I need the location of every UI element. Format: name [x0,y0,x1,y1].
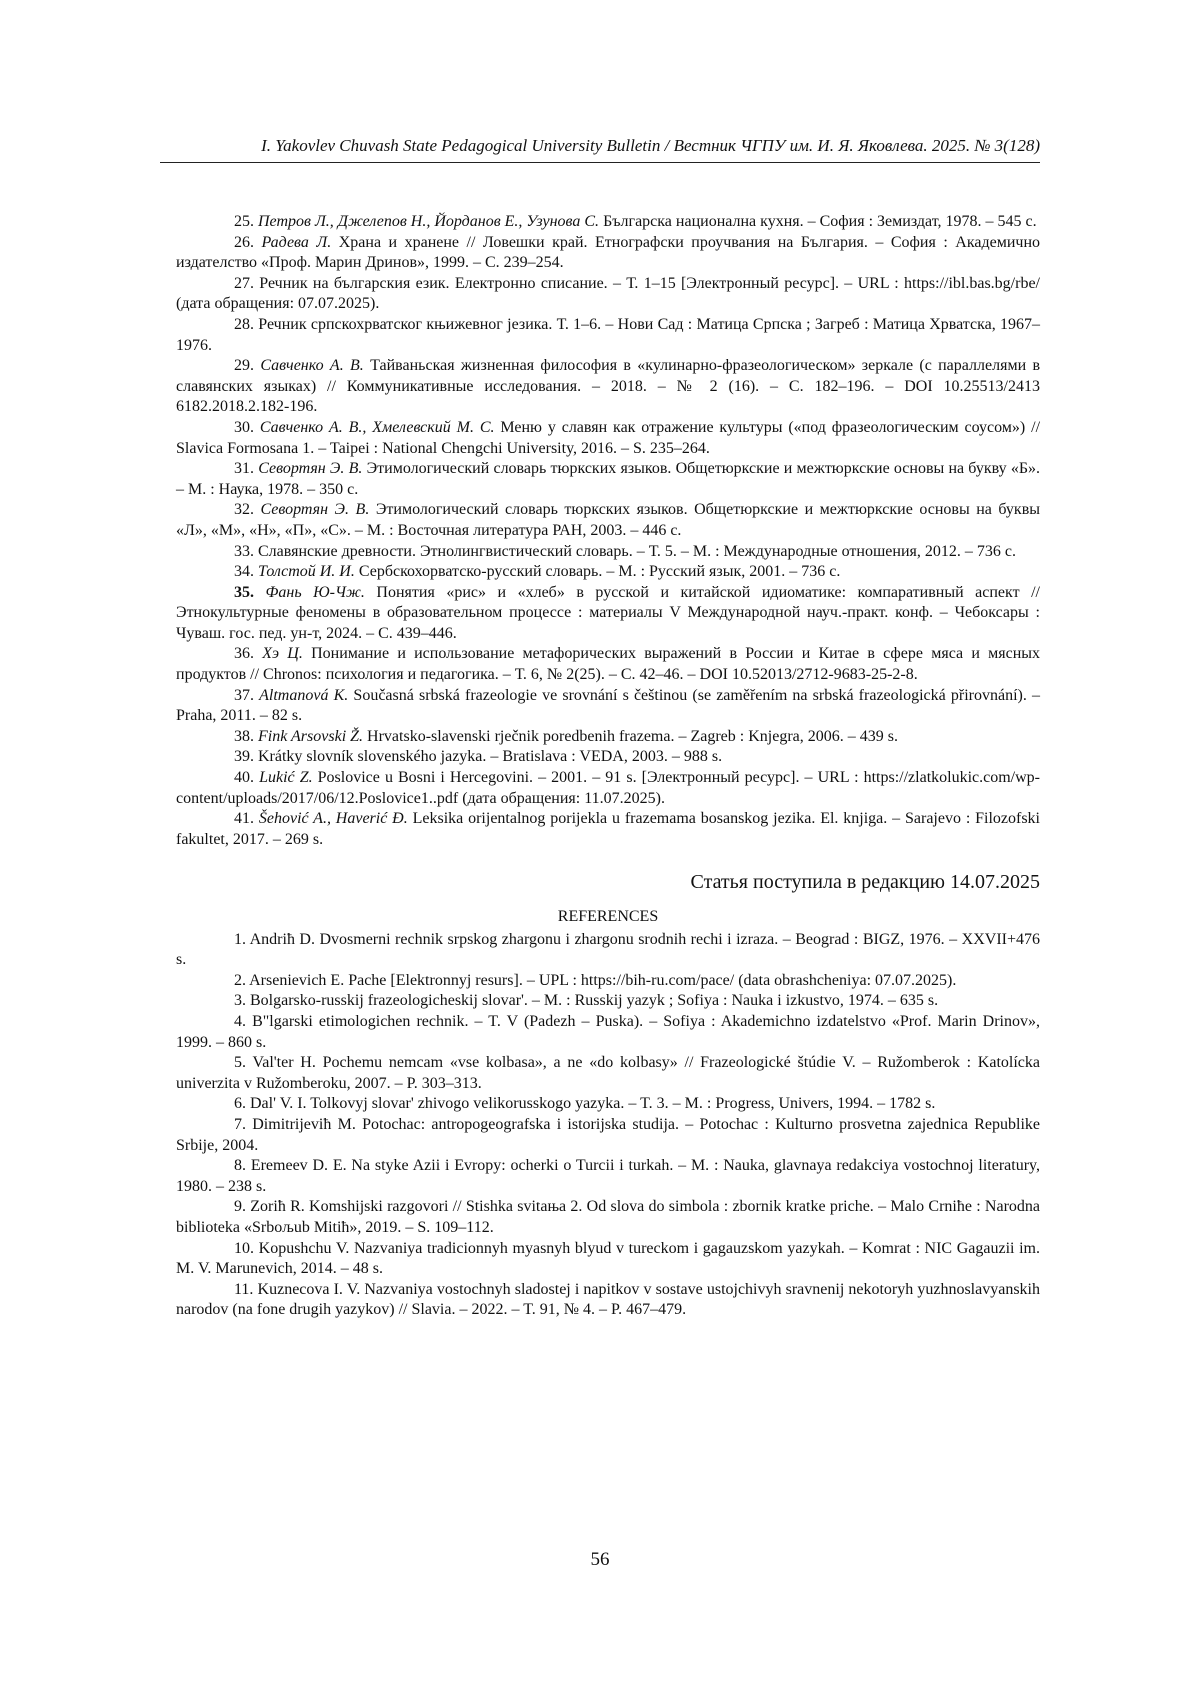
entry-number: 9. [234,1198,246,1216]
entry-text: Сербскохорватско-русский словарь. – М. : Русский язык, 2001. – 736 с. [354,563,841,581]
entry-text: Dimitrijeviħ M. Potochac: antropogeografska i istorijska studija. – Potochac : Kulturno prosvetna zajednica Republike Srbije, 2004. [176,1115,1040,1154]
entry-number: 11. [234,1280,254,1298]
entry-authors: Севортян Э. В. [258,460,363,478]
entry-text: Hrvatsko-slavenski rječnik poredbenih frazema. – Zagreb : Knjegra, 2006. – 439 s. [363,727,898,745]
entry-text: Arsenievich E. Pache [Elektronnyj resurs]. – UPL : https://bih-ru.com/pace/ (data obrashcheniya: 07.07.2025). [249,971,957,989]
entry-text: B"lgarski etimologichen rechnik. – T. V (Padezh – Puska). – Sofiya : Akademichno izdatelstvo «Prof. Marin Drinov», 1999. – 860 s. [176,1012,1041,1051]
bibliography-entry [176,459,1040,500]
reference-entry [176,991,1040,1012]
bibliography-entry [176,418,1040,459]
bibliography-entry [176,686,1040,727]
entry-number: 6. [234,1095,246,1113]
entry-authors: Фань Ю-Чж. [265,583,365,601]
bibliography-entry [176,233,1040,274]
entry-number: 29. [234,357,254,375]
bibliography-entry [176,583,1040,645]
reference-entry [176,1053,1040,1094]
entry-number: 36. [234,645,254,663]
bibliography-entry [176,500,1040,541]
entry-number: 37. [234,686,254,704]
entry-text: Zoriħ R. Komshijski razgovori // Stishka svitaњa 2. Od slova do simbola : zbornik kratke priche. – Malo Crniħe : Narodna biblioteka «Srboљub Mitiħ», 2019. – S. 109–112. [176,1198,1041,1236]
entry-text: Понятия «рис» и «хлеб» в русской и китайской идиоматике: компаративный аспект // Этнокультурные феномены в образовательном процессе : материалы V Международной науч.-практ. конф. – Чебоксары : Чуваш. гос. пед. ун-т, 2024. – С. 439–446. [176,583,1041,642]
reference-entry [176,1239,1040,1280]
entry-text: Меню у славян как отражение культуры («под фразеологическим соусом») // Slavica Formosana 1. – Taipei : National Chengchi University, 2016. – S. 235–264. [176,418,1041,457]
reference-entry [176,1280,1040,1321]
received-date-note: Статья поступила в редакцию 14.07.2025 [690,871,1040,894]
entry-number: 10. [234,1239,254,1257]
entry-text: Этимологический словарь тюркских языков. Общетюркские и межтюркские основы на буквы «Л», «М», «Н», «П», «С». – М. : Восточная литература РАН, 2003. – 446 с. [176,501,1040,539]
entry-number: 1. [234,930,246,948]
entry-number: 41. [234,810,254,828]
entry-number: 38. [234,727,254,745]
bibliography-entry [176,768,1040,809]
entry-text: Eremeev D. E. Na styke Azii i Evropy: ocherki o Turcii i turkah. – M. : Nauka, glavnaya redakciya vostochnoj literatury, 1980. – 238 s. [176,1157,1041,1195]
reference-entry [176,971,1040,992]
page-number: 56 [590,1549,610,1570]
entry-number: 5. [234,1054,246,1072]
entry-authors: Толстой И. И. [258,563,355,581]
entry-authors: Fink Arsovski Ž. [258,727,364,745]
reference-entry [176,930,1040,971]
entry-number: 8. [234,1157,246,1175]
entry-text: Тайваньская жизненная философия в «кулинарно-фразеологическом» зеркале (с параллелями в славянских языках) // Коммуникативные исследования. – 2018. – № 2 (16). – С. 182–196. – DOI 10.25513/2413 6182.2018.2.182-196. [176,357,1040,416]
references-heading: REFERENCES [557,908,659,925]
entry-text: Понимание и использование метафорических выражений в России и Китае в сфере мяса и мясных продуктов // Chronos: психология и педагогика. – Т. 6, № 2(25). – С. 42–46. – DOI 10.52013/2712-9683-25-2-8. [176,645,1040,684]
reference-entry [176,1197,1040,1238]
references-list [176,930,1040,1321]
bibliography-entry [176,315,1040,356]
entry-authors: Šehović A., Haverić Đ. [258,810,408,828]
entry-text: Kuznecova I. V. Nazvaniya vostochnyh sladostej i napitkov v sostave ustojchivyh sravnenij nekotoryh yuzhnoslavyanskih narodov (na fone drugih yazykov) // Slavia. – 2022. – T. 91, № 4. – P. 467–479. [176,1280,1041,1319]
entry-text: Val'ter H. Pochemu nemcam «vse kolbasa», a ne «do kolbasy» // Frazeologické štúdie V. – Ružomberok : Katolícka univerzita v Ružomberoku, 2007. – P. 303–313. [176,1054,1040,1092]
entry-text: Krátky slovník slovenského jazyka. – Bratislava : VEDA, 2003. – 988 s. [258,748,723,766]
entry-text: Andriħ D. Dvosmerni rechnik srpskog zhargonu i zhargonu srodnih rechi i izraza. – Beograd : BIGZ, 1976. – XXVII+476 s. [176,930,1040,969]
entry-number: 31. [234,460,254,478]
entry-number: 27. [234,274,254,292]
entry-number: 25. [234,213,254,230]
entry-text: Българска национална кухня. – София : Земиздат, 1978. – 545 с. [599,213,1037,230]
entry-number: 35. [234,583,254,601]
entry-number: 26. [234,233,254,251]
reference-entry [176,1012,1040,1053]
entry-text: Dal' V. I. Tolkovyj slovar' zhivogo velikorusskogo yazyka. – T. 3. – M. : Progress, Univers, 1994. – 1782 s. [250,1095,936,1113]
bibliography-entry [176,356,1040,418]
entry-text: Храна и хранене // Ловешки край. Етнографски проучвания на България. – София : Академично издателство «Проф. Марин Дринов», 1999. – С. 239–254. [176,233,1041,272]
entry-number: 3. [234,992,246,1010]
entry-number: 28. [234,315,254,333]
bibliography-entry [176,727,1040,748]
bibliography-entry [176,562,1040,583]
entry-text: Kopushchu V. Nazvaniya tradicionnyh myasnyh blyud v tureckom i gagauzskom yazykah. – Komrat : NIC Gagauzii im. M. V. Marunevich, 2014. – 48 s. [176,1239,1041,1278]
entry-number: 7. [234,1115,246,1133]
entry-authors: Lukić Z. [259,769,313,787]
entry-authors: Хэ Ц. [262,645,303,663]
reference-entry [176,1156,1040,1197]
entry-text: Славянские древности. Этнолингвистический словарь. – Т. 5. – М. : Международные отношения, 2012. – 736 с. [258,542,1016,560]
entry-text: Речник српскохрватског књижевног језика. Т. 1–6. – Нови Сад : Матица Српска ; Загреб : Матица Хрватска, 1967–1976. [176,315,1040,354]
entry-text: Poslovice u Bosni i Hercegovini. – 2001. – 91 s. [Электронный ресурс]. – URL : https://zlatkolukic.com/wp-content/uploads/2017/06/12.Poslovice1..pdf (дата обращения: 11.07.2025). [176,769,1041,807]
entry-number: 40. [234,769,254,787]
page-content [176,212,1040,1321]
reference-entry [176,1094,1040,1115]
entry-authors: Савченко А. В. [260,357,364,375]
bibliography-entry [176,274,1040,315]
entry-number: 39. [234,748,254,766]
entry-number: 4. [234,1012,246,1030]
entry-authors: Савченко А. В., Хмелевский М. С. [259,418,495,436]
entry-number: 30. [234,418,254,436]
entry-text: Současná srbská frazeologie ve srovnání s češtinou (se zaměřením na srbská frazeologická přirovnání). – Praha, 2011. – 82 s. [176,686,1040,725]
entry-number: 2. [234,971,246,989]
entry-text: Leksika orijentalnog porijekla u frazemama bosanskog jezika. El. knjiga. – Sarajevo : Filozofski fakultet, 2017. – 269 s. [176,810,1041,848]
bibliography-list [176,212,1040,850]
bibliography-entry [176,644,1040,685]
reference-entry [176,1115,1040,1156]
bibliography-entry [176,542,1040,563]
bibliography-entry [176,747,1040,768]
entry-authors: Севортян Э. В. [260,501,370,519]
entry-authors: Петров Л., Джелепов Н., Йорданов Е., Узунова С. [258,213,600,230]
bibliography-entry [176,212,1040,233]
running-header: I. Yakovlev Chuvash State Pedagogical University Bulletin / Вестник ЧГПУ им. И. Я. Яковлева. 2025. № 3(128) [160,136,1040,163]
entry-authors: Радева Л. [261,233,332,251]
entry-authors: Altmanová K. [259,686,349,704]
entry-text: Этимологический словарь тюркских языков. Общетюркские и межтюркские основы на букву «Б». – М. : Наука, 1978. – 350 с. [176,460,1041,498]
entry-number: 34. [234,563,254,581]
entry-text: Речник на българския език. Електронно списание. – Т. 1–15 [Электронный ресурс]. – URL : https://ibl.bas.bg/rbe/ (дата обращения: 07.07.2025). [176,274,1040,313]
entry-number: 33. [234,542,254,560]
entry-number: 32. [234,501,254,519]
entry-text: Bolgarsko-russkij frazeologicheskij slovar'. – M. : Russkij yazyk ; Sofiya : Nauka i izkustvo, 1974. – 635 s. [250,992,939,1010]
bibliography-entry [176,809,1040,850]
